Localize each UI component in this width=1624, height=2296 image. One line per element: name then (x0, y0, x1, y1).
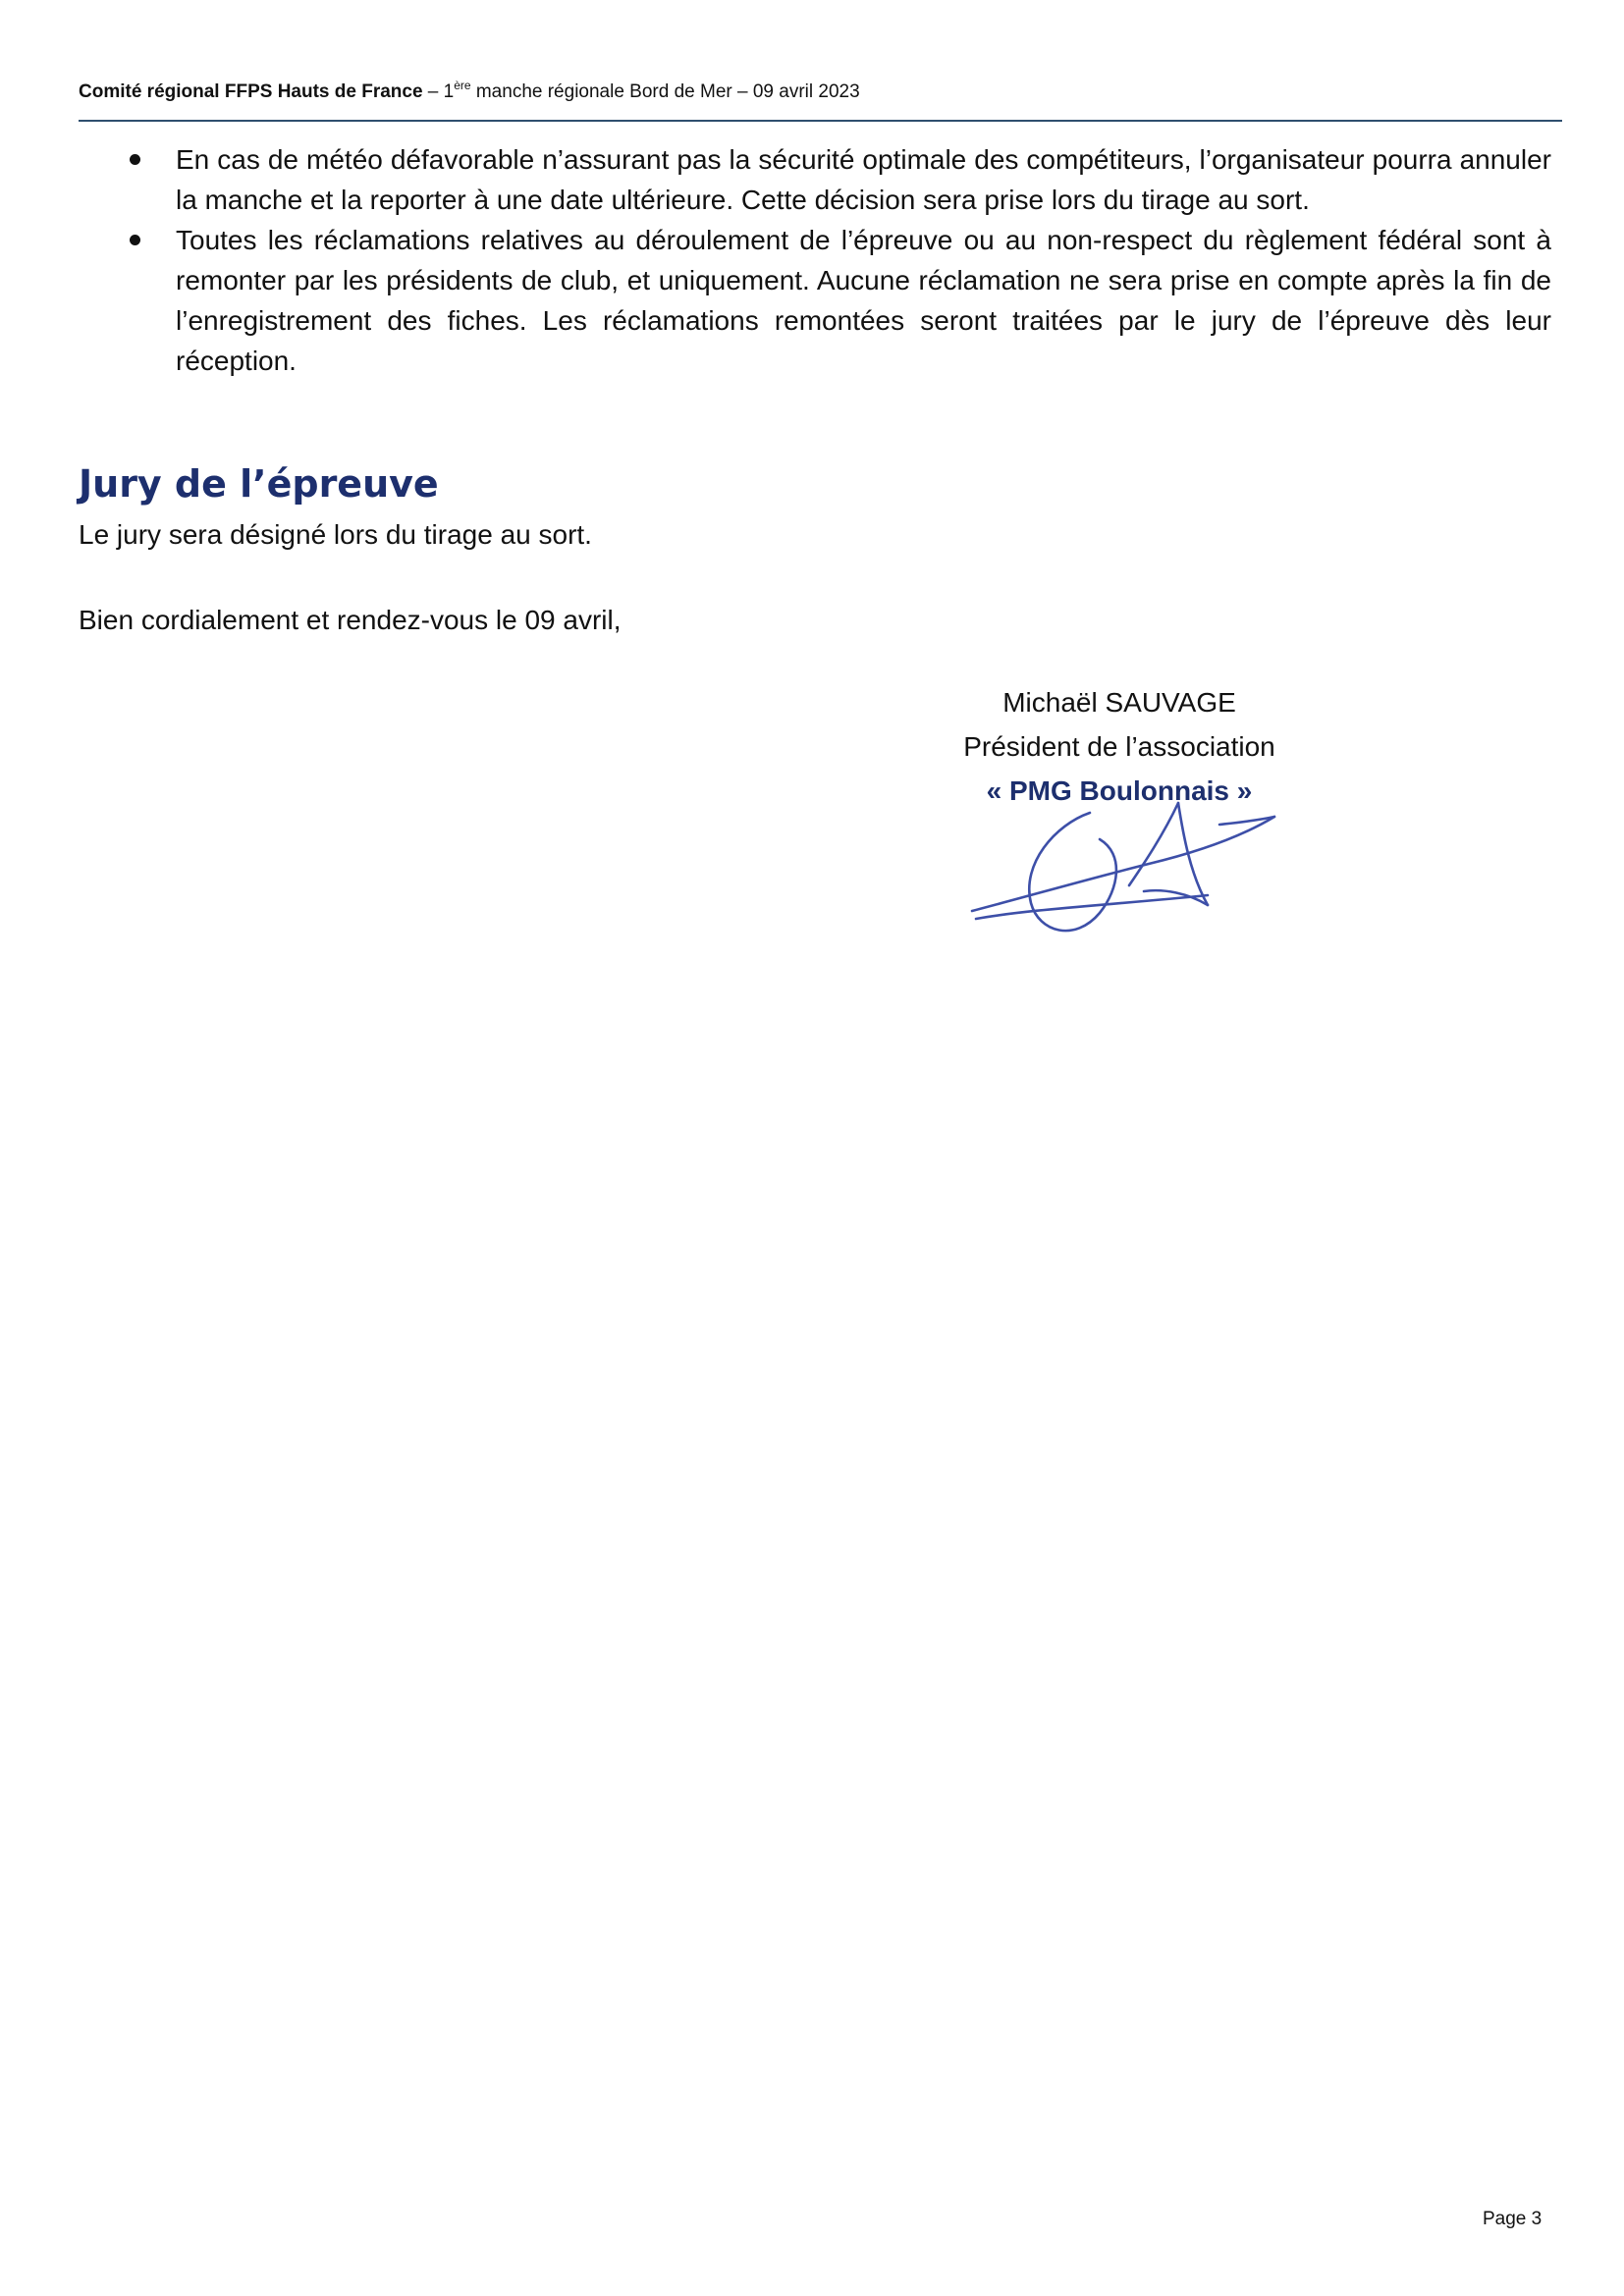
signatory-name: Michaël SAUVAGE (1002, 687, 1236, 718)
header-sep: – 1 (422, 81, 455, 102)
bullet-icon (130, 235, 140, 245)
page-header (79, 79, 1561, 106)
section-heading-jury: Jury de l’épreuve (79, 462, 439, 506)
header-rest: manche régionale Bord de Mer – 09 avril 2023 (470, 81, 860, 102)
list-item (79, 139, 1551, 220)
header-divider (79, 120, 1562, 122)
bullet-list (79, 139, 1551, 381)
page-number: Page 3 (1483, 2209, 1543, 2229)
header-org: Comité régional FFPS Hauts de France (79, 81, 423, 102)
signatory-title: Président de l’association (963, 731, 1275, 762)
header-sup: ère (454, 79, 471, 92)
closing-text: Bien cordialement et rendez-vous le 09 avril, (79, 605, 622, 635)
handwritten-signature (962, 795, 1286, 952)
bullet-text: En cas de météo défavorable n’assurant pas la sécurité optimale des compétiteurs, l’organisateur pourra annuler la manche et la reporter à une date ultérieure. Cette décision sera prise lors du tirage au sort. (176, 144, 1551, 215)
signature-block (884, 680, 1355, 813)
list-item (79, 220, 1551, 381)
signatory-org: « PMG Boulonnais » (986, 775, 1253, 806)
bullet-icon (130, 154, 140, 165)
jury-text: Le jury sera désigné lors du tirage au sort. (79, 519, 592, 550)
bullet-text: Toutes les réclamations relatives au déroulement de l’épreuve ou au non-respect du règlement fédéral sont à remonter par les présidents de club, et uniquement. Aucune réclamation ne sera prise en compte après la fin de l’enregistrement des fiches. Les réclamations remontées seront traitées par le jury de l’épreuve dès leur réception. (176, 225, 1551, 376)
